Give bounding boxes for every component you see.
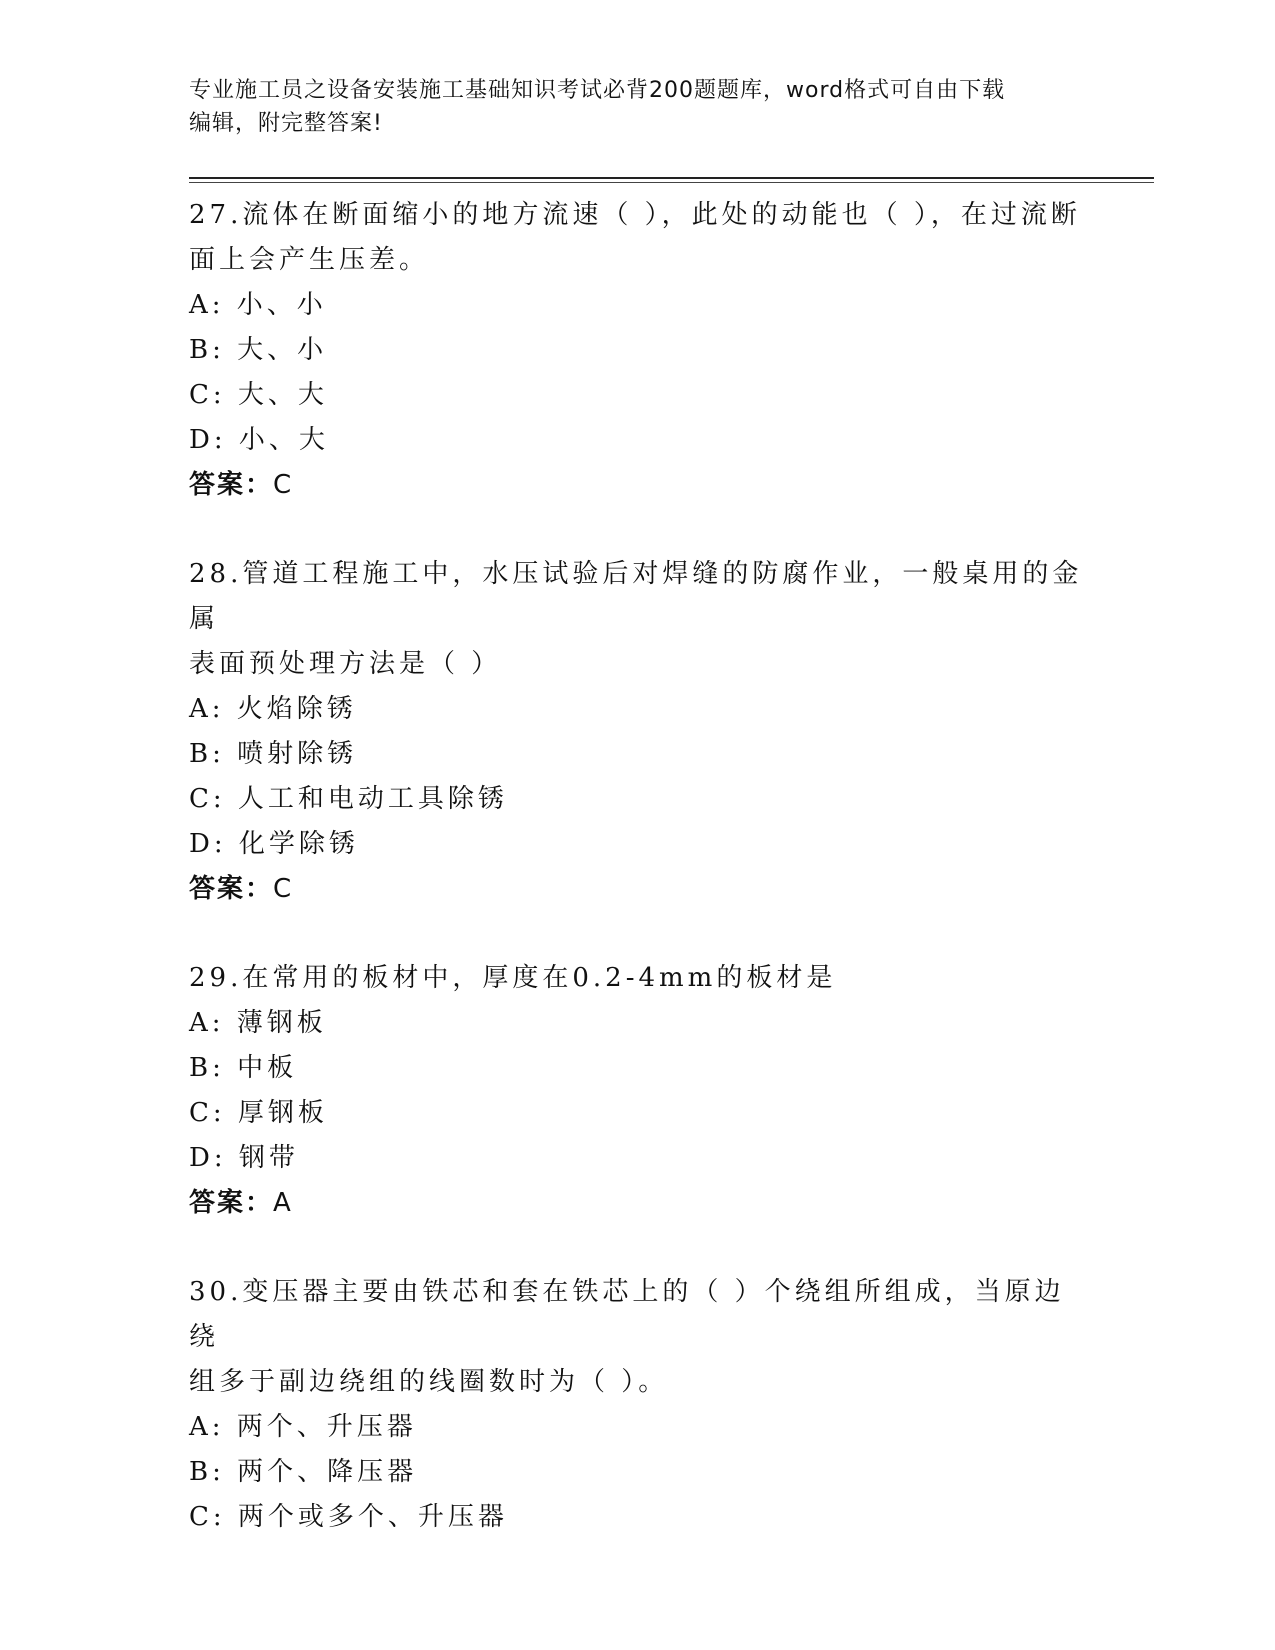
option-a: A: 火焰除锈 [189, 694, 357, 724]
document-header [189, 74, 1069, 140]
question-stem [189, 956, 1089, 1001]
answer-value: A [273, 1188, 293, 1218]
question-29 [189, 956, 1089, 1226]
option-b: B: 两个、降压器 [189, 1457, 418, 1487]
question-28 [189, 552, 1089, 912]
option-d: D: 化学除锈 [189, 829, 359, 859]
stem-line: 28.管道工程施工中，水压试验后对焊缝的防腐作业，一般桌用的金属 [189, 559, 1083, 634]
answer [189, 463, 1089, 508]
stem-line: 面上会产生压差。 [189, 245, 430, 275]
question-27 [189, 193, 1089, 508]
option-b: B: 喷射除锈 [189, 739, 358, 769]
option-c: C: 大、大 [189, 380, 328, 410]
option-a: A: 两个、升压器 [189, 1412, 417, 1442]
option-c: C: 两个或多个、升压器 [189, 1502, 508, 1532]
option-c: C: 人工和电动工具除锈 [189, 784, 508, 814]
question-list [189, 188, 1089, 1584]
answer-value: C [273, 874, 294, 904]
stem-line: 30.变压器主要由铁芯和套在铁芯上的（ ）个绕组所组成，当原边绕 [189, 1277, 1065, 1352]
option-d: D: 钢带 [189, 1143, 299, 1173]
header-line-2: 编辑，附完整答案! [189, 111, 383, 136]
stem-line: 组多于副边绕组的线圈数时为（ ）。 [189, 1367, 669, 1397]
option-c: C: 厚钢板 [189, 1098, 328, 1128]
option-a: A: 薄钢板 [189, 1008, 327, 1038]
option-d: D: 小、大 [189, 425, 329, 455]
stem-line: 表面预处理方法是（ ） [189, 649, 502, 679]
answer-label: 答案： [189, 470, 274, 500]
answer-label: 答案： [189, 874, 274, 904]
question-stem [189, 193, 1089, 283]
question-30 [189, 1270, 1089, 1540]
answer [189, 867, 1089, 912]
answer-label: 答案： [189, 1188, 274, 1218]
header-line-1: 专业施工员之设备安装施工基础知识考试必背200题题库，word格式可自由下载 [189, 78, 1006, 103]
answer-value: C [273, 470, 294, 500]
question-stem [189, 552, 1089, 687]
header-divider-thin [189, 182, 1154, 183]
option-b: B: 大、小 [189, 335, 328, 365]
question-stem [189, 1270, 1089, 1405]
stem-line: 29.在常用的板材中，厚度在0.2-4mm的板材是 [189, 963, 837, 993]
answer [189, 1181, 1089, 1226]
option-b: B: 中板 [189, 1053, 298, 1083]
stem-line: 27.流体在断面缩小的地方流速（ ），此处的动能也（ ），在过流断 [189, 200, 1081, 230]
option-a: A: 小、小 [189, 290, 327, 320]
header-divider [189, 177, 1154, 179]
